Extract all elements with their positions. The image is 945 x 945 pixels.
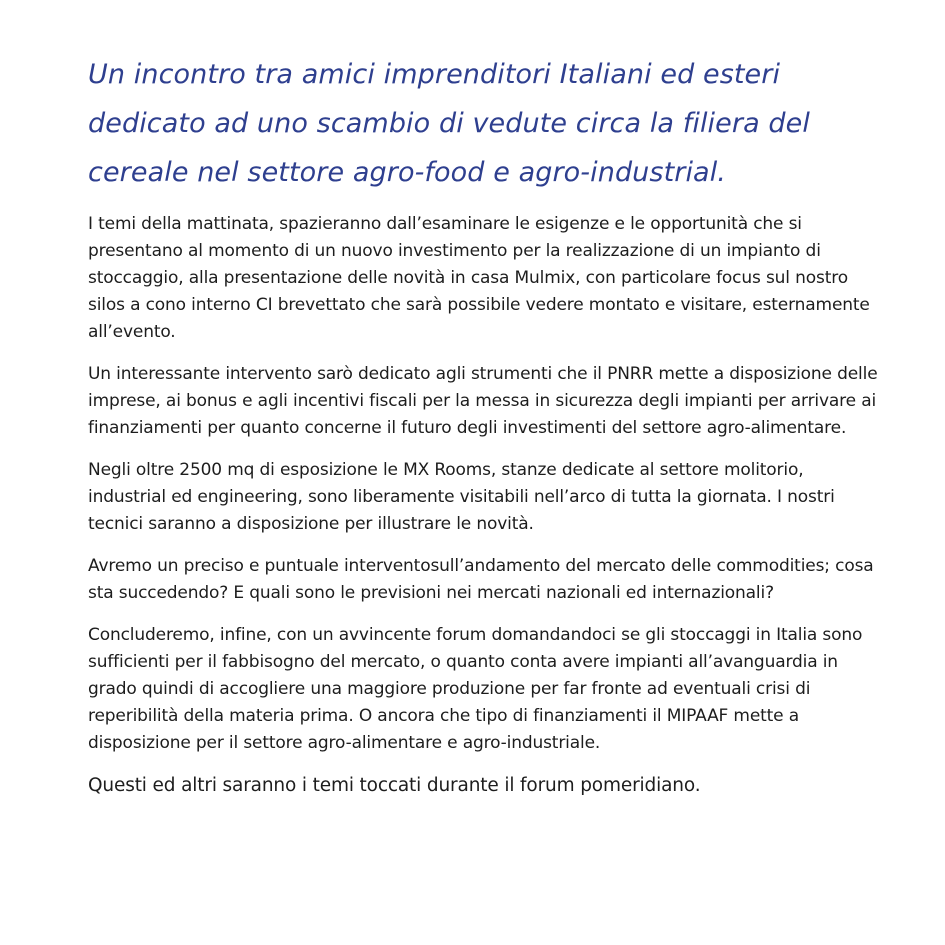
paragraph-morning-topics: I temi della mattinata, spazieranno dall’esaminare le esigenze e le opportunità che si presentano al momento di un nuovo investimento per la realizzazione di un impianto di stoccaggio, alla presentazione delle novità in casa Mulmix, con particolare focus sul nostro silos a cono interno CI brevettato che sarà possibile vedere montato e visitare, esternamente all’evento. <box>88 214 870 342</box>
paragraph-pnrr: Un interessante intervento sarò dedicato agli strumenti che il PNRR mette a disposizione delle imprese, ai bonus e agli incentivi fiscali per la messa in sicurezza degli impianti per arrivare ai finanziamenti per quanto concerne il futuro degli investimenti del settore agro-alimentare. <box>88 364 878 438</box>
paragraph-mx-rooms: Negli oltre 2500 mq di esposizione le MX Rooms, stanze dedicate al settore molitorio, industrial ed engineering, sono liberamente visitabili nell’arco di tutta la giornata. I nostri tecnici saranno a disposizione per illustrare le novità. <box>88 460 835 534</box>
paragraph-commodities: Avremo un preciso e puntuale interventosull’andamento del mercato delle commodities; cosa sta succedendo? E quali sono le previsioni nei mercati nazionali ed internazionali? <box>88 556 874 603</box>
paragraph-forum: Concluderemo, infine, con un avvincente forum domandandoci se gli stoccaggi in Italia sono sufficienti per il fabbisogno del mercato, o quanto conta avere impianti all’avanguardia in grado quindi di accogliere una maggiore produzione per far fronte ad eventuali crisi di reperibilità della materia prima. O ancora che tipo di finanziamenti il MIPAAF mette a disposizione per il settore agro-alimentare e agro-industriale. <box>88 625 863 753</box>
headline: Un incontro tra amici imprenditori Italiani ed esteri dedicato ad uno scambio di vedute circa la filiera del cereale nel settore agro-food e agro-industrial. <box>88 59 810 188</box>
paragraph-closing: Questi ed altri saranno i temi toccati durante il forum pomeridiano. <box>88 775 701 796</box>
event-description <box>88 50 878 815</box>
